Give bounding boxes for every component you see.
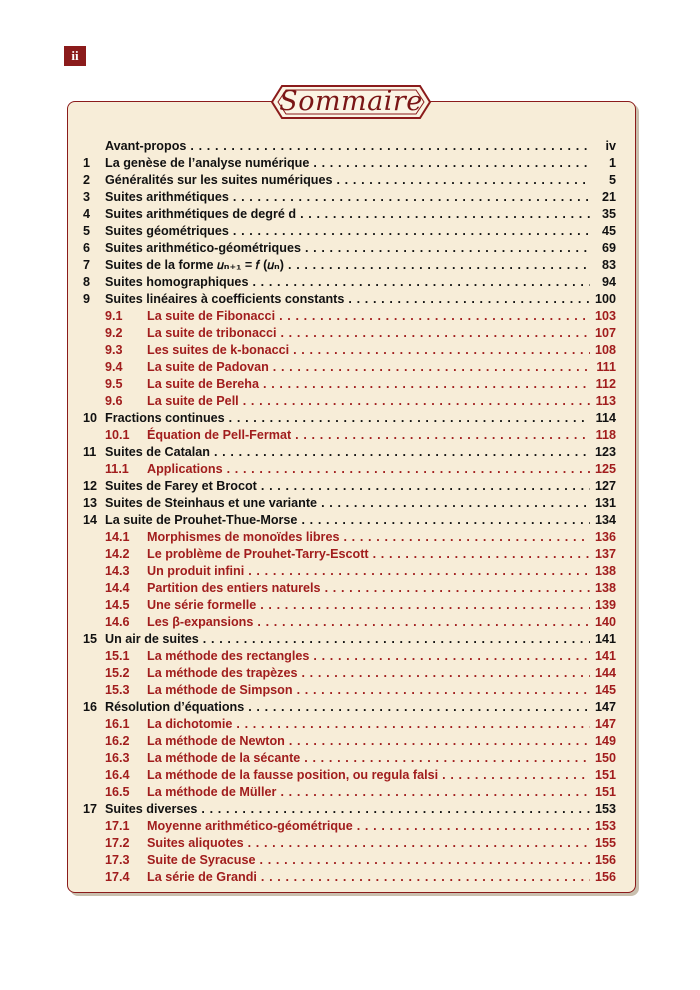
toc-entry-page: iv bbox=[605, 139, 616, 153]
dot-leader bbox=[243, 393, 590, 410]
toc-entry-label: Suites de Steinhaus et une variante bbox=[105, 496, 318, 510]
dot-leader bbox=[280, 784, 590, 801]
toc-entry-number: 14.2 bbox=[105, 547, 130, 561]
toc-entry-page: 141 bbox=[594, 649, 616, 663]
toc-entry-page: 147 bbox=[594, 717, 616, 731]
toc-entry-number: 7 bbox=[83, 258, 91, 272]
toc-entry-label: Partition des entiers naturels bbox=[147, 581, 321, 595]
toc-entry-label: Les β-expansions bbox=[147, 615, 254, 629]
toc-entry-number: 6 bbox=[83, 241, 91, 255]
toc-entry-page: 113 bbox=[595, 394, 616, 408]
dot-leader bbox=[325, 580, 590, 597]
toc-entry-label: Suites arithmétiques bbox=[105, 190, 229, 204]
dot-leader bbox=[214, 444, 590, 461]
toc-entry-label: Suites de Catalan bbox=[105, 445, 210, 459]
toc-entry-label: Suites diverses bbox=[105, 802, 198, 816]
toc-entry-page: 69 bbox=[601, 241, 616, 255]
toc-entry-label: La méthode de Müller bbox=[147, 785, 277, 799]
dot-leader bbox=[201, 801, 590, 818]
toc-entry-label: Suites aliquotes bbox=[147, 836, 244, 850]
toc-chapter-row[interactable] bbox=[83, 801, 616, 818]
toc-entry-page: 153 bbox=[594, 819, 616, 833]
toc-entry-label: La méthode des trapèzes bbox=[147, 666, 298, 680]
toc-entry-number: 14.1 bbox=[105, 530, 130, 544]
toc-entry-page: 147 bbox=[594, 700, 616, 714]
toc-chapter-row[interactable] bbox=[83, 138, 616, 155]
toc-section-row[interactable] bbox=[83, 648, 616, 665]
toc-entry-page: 118 bbox=[595, 428, 616, 442]
toc-entry-label: La dichotomie bbox=[147, 717, 233, 731]
toc-section-row[interactable] bbox=[83, 359, 616, 376]
toc-entry-label: Équation de Pell-Fermat bbox=[147, 428, 292, 442]
toc-entry-number: 16.1 bbox=[105, 717, 130, 731]
toc-entry-number: 17.4 bbox=[105, 870, 130, 884]
toc-chapter-row[interactable] bbox=[83, 410, 616, 427]
toc-entry-number: 12 bbox=[83, 479, 98, 493]
toc-entry-number: 10.1 bbox=[105, 428, 130, 442]
toc-section-row[interactable] bbox=[83, 393, 616, 410]
toc-section-row[interactable] bbox=[83, 342, 616, 359]
toc-entry-number: 4 bbox=[83, 207, 91, 221]
dot-leader bbox=[257, 614, 590, 631]
toc-section-row[interactable] bbox=[83, 733, 616, 750]
toc-entry-number: 17.1 bbox=[105, 819, 130, 833]
toc-entry-label: Fractions continues bbox=[105, 411, 225, 425]
dot-leader bbox=[248, 699, 590, 716]
toc-entry-label: Suites de Farey et Brocot bbox=[105, 479, 257, 493]
toc-entry-page: 5 bbox=[608, 173, 616, 187]
toc-entry-page: 111 bbox=[596, 360, 616, 374]
toc-entry-label: Morphismes de monoïdes libres bbox=[147, 530, 340, 544]
dot-leader bbox=[233, 189, 590, 206]
toc-entry-label: Suites arithmétiques de degré d bbox=[105, 207, 297, 221]
toc-section-row[interactable] bbox=[83, 325, 616, 342]
toc-entry-number: 10 bbox=[83, 411, 98, 425]
toc-entry-page: 108 bbox=[594, 343, 616, 357]
toc-entry-page: 134 bbox=[594, 513, 616, 527]
toc-entry-label: La méthode de la sécante bbox=[147, 751, 301, 765]
toc-section-row[interactable] bbox=[83, 716, 616, 733]
toc-entry-page: 136 bbox=[594, 530, 616, 544]
toc-entry-label: Le problème de Prouhet-Tarry-Escott bbox=[147, 547, 369, 561]
toc-entry-label: La suite de tribonacci bbox=[147, 326, 277, 340]
toc-chapter-row[interactable] bbox=[83, 274, 616, 291]
toc-entry-label: Avant-propos bbox=[105, 139, 187, 153]
dot-leader bbox=[236, 716, 590, 733]
toc-entry-number: 15.1 bbox=[105, 649, 130, 663]
toc-entry-number: 14 bbox=[83, 513, 98, 527]
dot-leader bbox=[373, 546, 590, 563]
toc-entry-label: Suites linéaires à coefficients constants bbox=[105, 292, 345, 306]
dot-leader bbox=[280, 325, 590, 342]
toc-section-row[interactable] bbox=[83, 546, 616, 563]
dot-leader bbox=[336, 172, 590, 189]
toc-section-row[interactable] bbox=[83, 427, 616, 444]
toc-entry-label: Un air de suites bbox=[105, 632, 199, 646]
toc-entry-number: 16.2 bbox=[105, 734, 130, 748]
toc-entry-label: Suites de la forme 𝑢ₙ₊₁ = 𝑓 (𝑢ₙ) bbox=[105, 258, 284, 272]
toc-entry-number: 9 bbox=[83, 292, 91, 306]
toc-entry-number: 9.6 bbox=[105, 394, 123, 408]
dot-leader bbox=[273, 359, 590, 376]
toc-entry-number: 15.2 bbox=[105, 666, 130, 680]
dot-leader bbox=[357, 818, 590, 835]
toc-entry-label: Suite de Syracuse bbox=[147, 853, 256, 867]
toc-entry-label: La méthode des rectangles bbox=[147, 649, 310, 663]
toc-entry-number: 2 bbox=[83, 173, 91, 187]
dot-leader bbox=[260, 852, 591, 869]
toc-entry-label: Applications bbox=[147, 462, 223, 476]
toc-entry-label: Moyenne arithmético-géométrique bbox=[147, 819, 353, 833]
toc-title: Sommaire bbox=[279, 86, 423, 117]
toc-entry-number: 14.3 bbox=[105, 564, 130, 578]
dot-leader bbox=[248, 835, 590, 852]
toc-entry-number: 11 bbox=[83, 445, 97, 459]
toc-entry-number: 16 bbox=[83, 700, 98, 714]
toc-entry-page: 45 bbox=[601, 224, 616, 238]
toc-entry-number: 1 bbox=[83, 156, 91, 170]
toc-entry-page: 35 bbox=[601, 207, 616, 221]
dot-leader bbox=[313, 648, 590, 665]
toc-section-row[interactable] bbox=[83, 750, 616, 767]
dot-leader bbox=[252, 274, 590, 291]
toc-section-row[interactable] bbox=[83, 563, 616, 580]
toc-section-row[interactable] bbox=[83, 597, 616, 614]
toc-entry-label: La suite de Prouhet-Thue-Morse bbox=[105, 513, 298, 527]
dot-leader bbox=[289, 733, 590, 750]
toc-chapter-row[interactable] bbox=[83, 495, 616, 512]
toc-entry-label: Les suites de k-bonacci bbox=[147, 343, 290, 357]
dot-leader bbox=[190, 138, 590, 155]
toc-entry-page: 155 bbox=[594, 836, 616, 850]
toc-entry-number: 17.2 bbox=[105, 836, 130, 850]
toc-entry-number: 17 bbox=[83, 802, 98, 816]
toc-entry-label: La suite de Padovan bbox=[147, 360, 269, 374]
toc-entry-page: 107 bbox=[594, 326, 616, 340]
dot-leader bbox=[301, 512, 590, 529]
dot-leader bbox=[305, 240, 590, 257]
toc-entry-label: Suites arithmético-géométriques bbox=[105, 241, 301, 255]
toc-entry-label: La suite de Bereha bbox=[147, 377, 259, 391]
toc-section-row[interactable] bbox=[83, 580, 616, 597]
toc-entry-page: 83 bbox=[601, 258, 616, 272]
toc-section-row[interactable] bbox=[83, 818, 616, 835]
toc-entry-number: 14.6 bbox=[105, 615, 130, 629]
toc-section-row[interactable] bbox=[83, 614, 616, 631]
toc-entry-number: 3 bbox=[83, 190, 91, 204]
toc-entry-page: 131 bbox=[594, 496, 616, 510]
dot-leader bbox=[321, 495, 590, 512]
toc-entry-number: 14.4 bbox=[105, 581, 130, 595]
dot-leader bbox=[261, 869, 590, 886]
dot-leader bbox=[227, 461, 590, 478]
toc-section-row[interactable] bbox=[83, 529, 616, 546]
dot-leader bbox=[313, 155, 590, 172]
toc-entry-number: 16.5 bbox=[105, 785, 130, 799]
toc-entry-page: 139 bbox=[594, 598, 616, 612]
toc-section-row[interactable] bbox=[83, 682, 616, 699]
toc-chapter-row[interactable] bbox=[83, 223, 616, 240]
toc-entry-number: 15 bbox=[83, 632, 98, 646]
toc-entry-page: 114 bbox=[595, 411, 616, 425]
toc-chapter-row[interactable] bbox=[83, 189, 616, 206]
toc-entry-page: 21 bbox=[601, 190, 616, 204]
toc-entry-label: La méthode de la fausse position, ou regula falsi bbox=[147, 768, 439, 782]
dot-leader bbox=[263, 376, 590, 393]
toc-chapter-row[interactable] bbox=[83, 444, 616, 461]
toc-entry-label: Une série formelle bbox=[147, 598, 257, 612]
toc-entry-label: La suite de Fibonacci bbox=[147, 309, 276, 323]
toc-entry-number: 16.3 bbox=[105, 751, 130, 765]
toc-entry-page: 138 bbox=[594, 581, 616, 595]
toc-entry-page: 156 bbox=[594, 853, 616, 867]
toc-entry-page: 94 bbox=[601, 275, 616, 289]
toc-section-row[interactable] bbox=[83, 852, 616, 869]
dot-leader bbox=[229, 410, 590, 427]
toc-entry-page: 127 bbox=[594, 479, 616, 493]
toc-section-row[interactable] bbox=[83, 376, 616, 393]
dot-leader bbox=[300, 206, 590, 223]
toc-section-row[interactable] bbox=[83, 784, 616, 801]
toc-section-row[interactable] bbox=[83, 461, 616, 478]
toc-entry-page: 103 bbox=[594, 309, 616, 323]
dot-leader bbox=[203, 631, 590, 648]
toc-chapter-row[interactable] bbox=[83, 291, 616, 308]
toc-chapter-row[interactable] bbox=[83, 240, 616, 257]
toc-entry-number: 5 bbox=[83, 224, 91, 238]
dot-leader bbox=[261, 478, 590, 495]
toc-entry-page: 145 bbox=[594, 683, 616, 697]
toc-entry-number: 9.3 bbox=[105, 343, 123, 357]
toc-entry-page: 150 bbox=[594, 751, 616, 765]
toc-entry-number: 9.4 bbox=[105, 360, 123, 374]
toc-entry-page: 100 bbox=[594, 292, 616, 306]
toc-entry-page: 123 bbox=[594, 445, 616, 459]
toc-list bbox=[83, 138, 616, 886]
toc-section-row[interactable] bbox=[83, 665, 616, 682]
toc-entry-number: 13 bbox=[83, 496, 98, 510]
dot-leader bbox=[304, 750, 590, 767]
toc-entry-number: 14.5 bbox=[105, 598, 130, 612]
toc-chapter-row[interactable] bbox=[83, 155, 616, 172]
toc-entry-page: 156 bbox=[594, 870, 616, 884]
dot-leader bbox=[301, 665, 590, 682]
toc-section-row[interactable] bbox=[83, 767, 616, 784]
toc-entry-label: La série de Grandi bbox=[147, 870, 257, 884]
dot-leader bbox=[288, 257, 590, 274]
toc-section-row[interactable] bbox=[83, 835, 616, 852]
page-number-badge: ii bbox=[64, 46, 86, 66]
toc-entry-number: 11.1 bbox=[105, 462, 129, 476]
toc-entry-number: 8 bbox=[83, 275, 91, 289]
toc-entry-label: Un produit infini bbox=[147, 564, 245, 578]
toc-section-row[interactable] bbox=[83, 308, 616, 325]
toc-entry-page: 112 bbox=[595, 377, 616, 391]
toc-entry-label: La genèse de l’analyse numérique bbox=[105, 156, 310, 170]
toc-entry-page: 149 bbox=[594, 734, 616, 748]
dot-leader bbox=[297, 682, 590, 699]
toc-entry-label: La suite de Pell bbox=[147, 394, 239, 408]
toc-entry-page: 125 bbox=[594, 462, 616, 476]
toc-entry-label: Suites géométriques bbox=[105, 224, 229, 238]
toc-entry-page: 141 bbox=[594, 632, 616, 646]
toc-section-row[interactable] bbox=[83, 869, 616, 886]
toc-entry-label: La méthode de Newton bbox=[147, 734, 285, 748]
toc-entry-page: 140 bbox=[594, 615, 616, 629]
toc-entry-number: 9.1 bbox=[105, 309, 123, 323]
toc-chapter-row[interactable] bbox=[83, 172, 616, 189]
toc-chapter-row[interactable] bbox=[83, 478, 616, 495]
toc-entry-page: 153 bbox=[594, 802, 616, 816]
toc-entry-number: 9.5 bbox=[105, 377, 123, 391]
toc-entry-number: 9.2 bbox=[105, 326, 123, 340]
toc-entry-label: La méthode de Simpson bbox=[147, 683, 293, 697]
toc-chapter-row[interactable] bbox=[83, 206, 616, 223]
dot-leader bbox=[279, 308, 590, 325]
toc-entry-label: Généralités sur les suites numériques bbox=[105, 173, 333, 187]
toc-chapter-row[interactable] bbox=[83, 257, 616, 274]
toc-chapter-row[interactable] bbox=[83, 512, 616, 529]
toc-entry-page: 151 bbox=[594, 785, 616, 799]
toc-chapter-row[interactable] bbox=[83, 699, 616, 716]
dot-leader bbox=[293, 342, 590, 359]
toc-chapter-row[interactable] bbox=[83, 631, 616, 648]
toc-entry-page: 137 bbox=[594, 547, 616, 561]
dot-leader bbox=[260, 597, 590, 614]
dot-leader bbox=[248, 563, 590, 580]
toc-entry-page: 138 bbox=[594, 564, 616, 578]
dot-leader bbox=[343, 529, 590, 546]
toc-entry-label: Suites homographiques bbox=[105, 275, 249, 289]
dot-leader bbox=[233, 223, 590, 240]
dot-leader bbox=[295, 427, 590, 444]
toc-entry-label: Résolution d’équations bbox=[105, 700, 245, 714]
toc-entry-number: 16.4 bbox=[105, 768, 130, 782]
toc-entry-page: 144 bbox=[594, 666, 616, 680]
dot-leader bbox=[442, 767, 590, 784]
toc-entry-number: 17.3 bbox=[105, 853, 130, 867]
toc-entry-number: 15.3 bbox=[105, 683, 130, 697]
dot-leader bbox=[348, 291, 590, 308]
toc-entry-page: 1 bbox=[608, 156, 616, 170]
toc-entry-page: 151 bbox=[594, 768, 616, 782]
